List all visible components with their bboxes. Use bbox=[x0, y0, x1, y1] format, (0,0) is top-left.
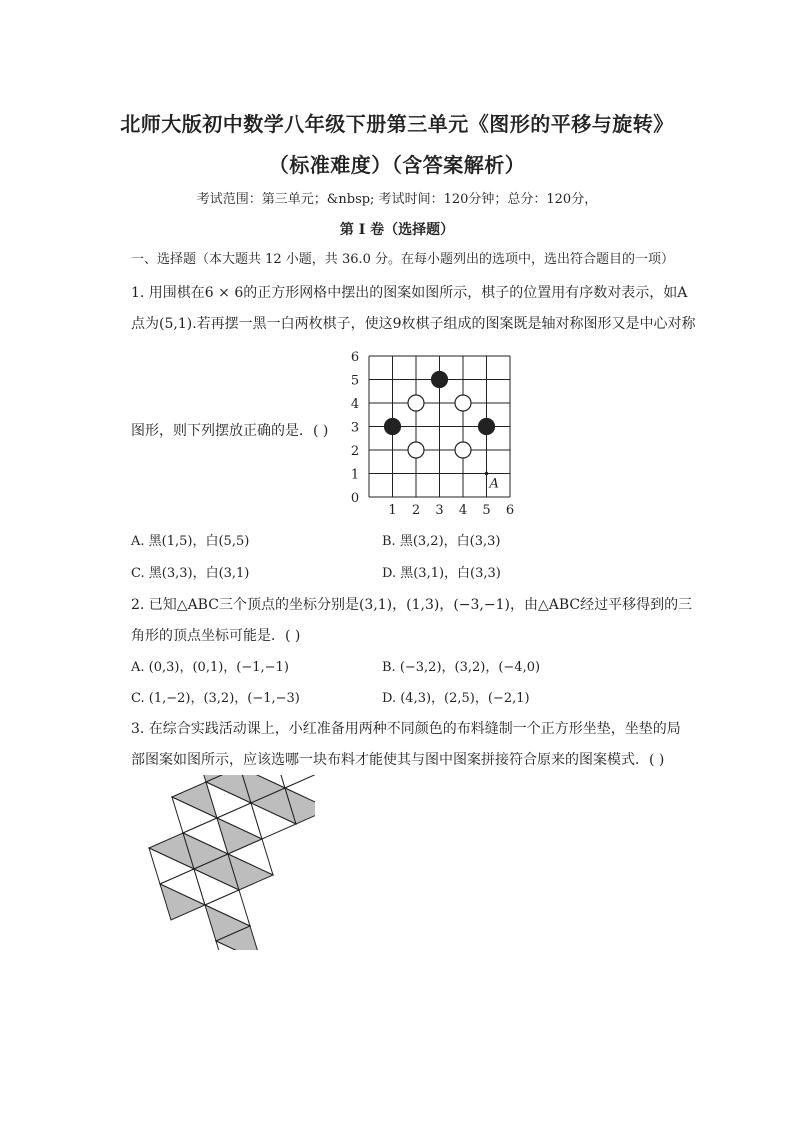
y-tick-label: 4 bbox=[350, 397, 360, 412]
page-title: 北师大版初中数学八年级下册第三单元《图形的平移与旋转》 bbox=[120, 112, 674, 136]
white-stone bbox=[455, 442, 471, 458]
black-stone bbox=[432, 372, 448, 388]
q1-go-board-figure bbox=[340, 342, 520, 517]
part-heading: 一、选择题（本大题共 12 小题，共 36.0 分。在每小题列出的选项中，选出符合题目的一项） bbox=[131, 252, 675, 267]
q3-text-line2: 部图案如图所示，应该选哪一块布料才能使其与图中图案拼接符合原来的图案模式．( ) bbox=[131, 752, 665, 768]
white-stone bbox=[408, 442, 424, 458]
q1-option-a[interactable]: A. 黑(1,5)，白(5,5) bbox=[131, 534, 250, 549]
q1-option-b[interactable]: B. 黑(3,2)，白(3,3) bbox=[382, 534, 501, 549]
white-stone bbox=[408, 395, 424, 411]
x-tick-label: 6 bbox=[505, 503, 515, 517]
x-tick-label: 1 bbox=[388, 503, 397, 517]
page-subtitle: （标准难度）（含答案解析） bbox=[268, 153, 526, 177]
black-stone bbox=[479, 419, 495, 435]
q2-option-a[interactable]: A. (0,3)，(0,1)，(−1,−1) bbox=[131, 660, 289, 675]
q1-option-c[interactable]: C. 黑(3,3)，白(3,1) bbox=[131, 566, 250, 581]
q3-triangle-pattern-figure bbox=[140, 775, 315, 950]
x-tick-label: 4 bbox=[458, 503, 468, 517]
y-tick-label: 3 bbox=[350, 420, 360, 436]
q2-option-b[interactable]: B. (−3,2)，(3,2)，(−4,0) bbox=[382, 660, 541, 675]
q2-option-d[interactable]: D. (4,3)，(2,5)，(−2,1) bbox=[382, 691, 530, 706]
q1-option-d[interactable]: D. 黑(3,1)，白(3,3) bbox=[382, 566, 501, 581]
q2-option-c[interactable]: C. (1,−2)，(3,2)，(−1,−3) bbox=[131, 691, 300, 706]
point-a-dot bbox=[485, 472, 489, 476]
x-tick-label: 3 bbox=[435, 503, 444, 517]
white-stone bbox=[455, 395, 471, 411]
x-tick-label: 0 bbox=[350, 491, 360, 506]
black-stone bbox=[385, 419, 401, 435]
y-tick-label: 1 bbox=[350, 467, 360, 483]
q2-text-line2: 角形的顶点坐标可能是．( ) bbox=[131, 628, 301, 644]
q2-text-line1: 2. 已知△ABC三个顶点的坐标分别是(3,1)，(1,3)，(−3,−1)，由△ABC经过平移得到的三 bbox=[131, 597, 693, 613]
q1-text-line3: 图形，则下列摆放正确的是．( ) bbox=[131, 423, 329, 439]
x-tick-label: 5 bbox=[482, 503, 491, 517]
y-tick-label: 2 bbox=[350, 444, 360, 459]
q1-text-line2: 点为(5,1).若再摆一黑一白两枚棋子，使这9枚棋子组成的图案既是轴对称图形又是中心对称 bbox=[131, 316, 696, 332]
x-tick-label: 2 bbox=[411, 503, 421, 517]
q3-text-line1: 3. 在综合实践活动课上，小红准备用两种不同颜色的布料缝制一个正方形坐垫，坐垫的局 bbox=[131, 721, 681, 737]
section-heading: 第 I 卷（选择题） bbox=[339, 222, 455, 238]
exam-meta: 考试范围：第三单元；&nbsp; 考试时间：120分钟；总分：120分， bbox=[196, 192, 598, 207]
q1-text-line1: 1. 用围棋在6 × 6的正方形网格中摆出的图案如图所示，棋子的位置用有序数对表示，如A bbox=[131, 285, 688, 301]
y-tick-label: 5 bbox=[350, 373, 360, 389]
y-tick-label: 6 bbox=[350, 350, 360, 365]
point-a-label: A bbox=[489, 476, 499, 492]
